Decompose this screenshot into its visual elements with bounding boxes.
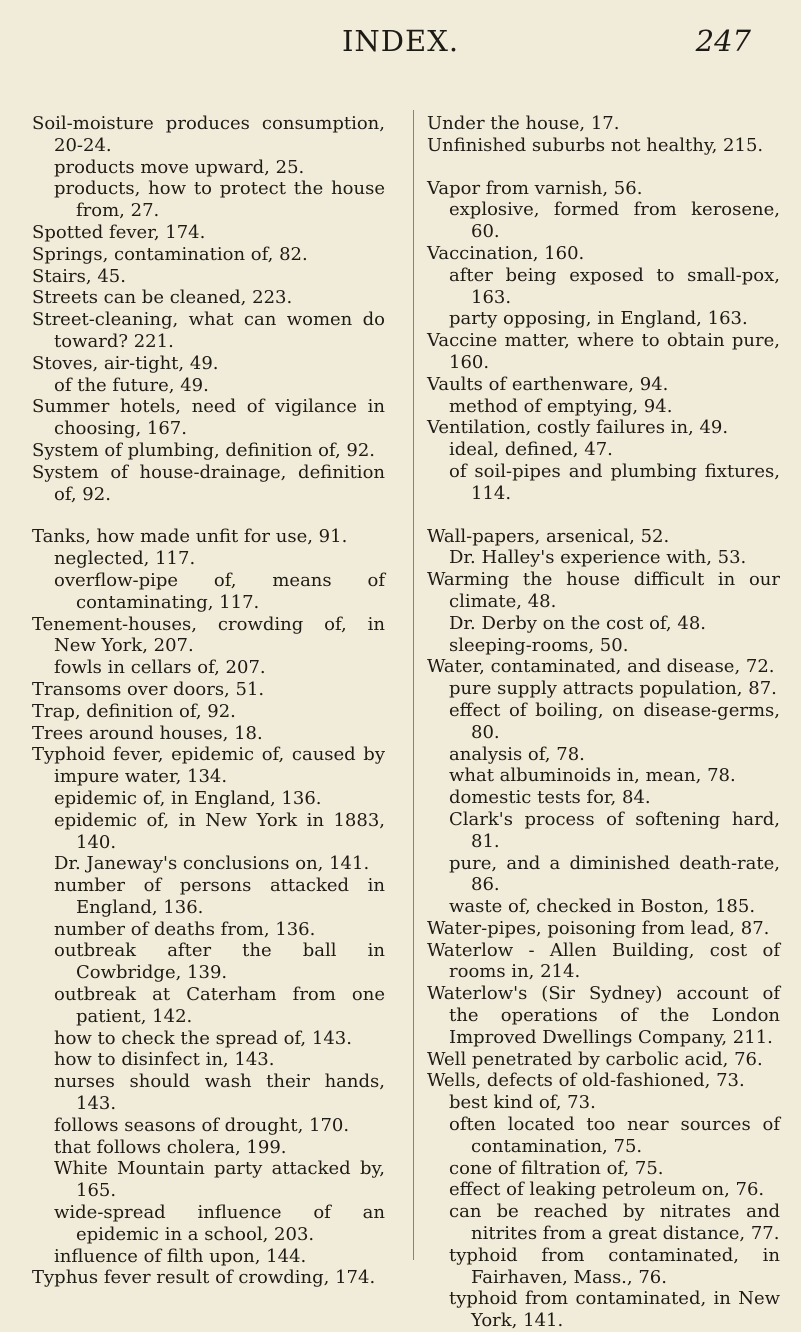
index-subentry: ideal, defined, 47. <box>449 439 613 461</box>
index-entry: Water, contaminated, and disease, 72. <box>427 656 775 678</box>
index-subentry: overflow-pipe of, means of contaminating, 117. <box>54 569 385 613</box>
index-subentry: pure supply attracts population, 87. <box>449 678 777 700</box>
index-subentry: waste of, checked in Boston, 185. <box>449 896 756 918</box>
index-entry: Water-pipes, poisoning from lead, 87. <box>427 917 770 939</box>
index-entry: Trees around houses, 18. <box>32 722 263 744</box>
index-subentry: cone of filtration of, 75. <box>449 1157 664 1179</box>
index-subentry: follows seasons of drought, 170. <box>54 1114 350 1136</box>
index-subentry: Clark's process of softening hard, 81. <box>449 808 780 852</box>
index-subentry: how to check the spread of, 143. <box>54 1027 352 1049</box>
index-entry: Streets can be cleaned, 223. <box>32 287 293 309</box>
index-subentry: nurses should wash their hands, 143. <box>54 1071 385 1115</box>
index-entry: Springs, contamination of, 82. <box>32 243 308 265</box>
index-subentry: Dr. Halley's experience with, 53. <box>449 547 747 569</box>
index-entry: Wells, defects of old-fashioned, 73. <box>427 1070 745 1092</box>
index-entry: Wall-papers, arsenical, 52. <box>427 525 670 547</box>
page-title: INDEX. <box>341 24 460 58</box>
index-entry: Stairs, 45. <box>32 265 126 287</box>
index-subentry: pure, and a diminished death-rate, 86. <box>449 852 780 896</box>
index-subentry: sleeping-rooms, 50. <box>449 634 629 656</box>
index-subentry: outbreak after the ball in Cowbridge, 139. <box>54 940 385 984</box>
index-subentry: can be reached by nitrates and nitrites from a great distance, 77. <box>449 1201 780 1245</box>
index-column-left <box>32 113 385 1289</box>
index-subentry: of soil-pipes and plumbing fixtures, 114. <box>449 460 780 504</box>
index-subentry: Dr. Derby on the cost of, 48. <box>449 612 706 634</box>
index-entry: Waterlow - Allen Building, cost of rooms in, 214. <box>427 939 780 983</box>
index-entry: Tenement-houses, crowding of, in New York, 207. <box>32 613 385 657</box>
index-subentry: best kind of, 73. <box>449 1092 596 1114</box>
index-entry: Well penetrated by carbolic acid, 76. <box>427 1048 763 1070</box>
index-entry: Under the house, 17. <box>427 113 620 134</box>
index-subentry: epidemic of, in New York in 1883, 140. <box>54 809 385 853</box>
index-entry: Ventilation, costly failures in, 49. <box>427 417 729 439</box>
index-subentry: products, how to protect the house from, 27. <box>54 178 385 222</box>
index-entry: Stoves, air-tight, 49. <box>32 352 219 374</box>
index-subentry: fowls in cellars of, 207. <box>54 657 266 679</box>
index-entry: Unfinished suburbs not healthy, 215. <box>427 134 764 156</box>
index-subentry: explosive, formed from kerosene, 60. <box>449 199 780 243</box>
index-subentry: White Mountain party attacked by, 165. <box>54 1158 385 1202</box>
index-entry: Trap, definition of, 92. <box>32 700 236 722</box>
index-entry: Soil-moisture produces consumption, 20-24. <box>32 113 385 156</box>
index-subentry: of the future, 49. <box>54 374 209 396</box>
page-number: 247 <box>695 24 751 58</box>
index-subentry: influence of filth upon, 144. <box>54 1245 307 1267</box>
index-entry: System of plumbing, definition of, 92. <box>32 439 376 461</box>
index-subentry: neglected, 117. <box>54 548 196 570</box>
index-entry: Waterlow's (Sir Sydney) account of the operations of the London Improved Dwellings Company, 211. <box>427 983 780 1048</box>
index-subentry: number of persons attacked in England, 136. <box>54 875 385 918</box>
index-subentry: analysis of, 78. <box>449 743 585 765</box>
index-subentry: typhoid from contaminated, in New York, 141. <box>449 1288 780 1332</box>
index-entry: Street-cleaning, what can women do toward? 221. <box>32 309 385 352</box>
index-subentry: Dr. Janeway's conclusions on, 141. <box>54 853 370 875</box>
index-subentry: wide-spread influence of an epidemic in a school, 203. <box>54 1202 385 1245</box>
index-subentry: method of emptying, 94. <box>449 395 673 417</box>
index-entry: Summer hotels, need of vigilance in choosing, 167. <box>32 396 385 440</box>
index-subentry: effect of leaking petroleum on, 76. <box>449 1179 765 1201</box>
index-subentry: typhoid from contaminated, in Fairhaven, Mass., 76. <box>449 1244 780 1288</box>
index-subentry: what albuminoids in, mean, 78. <box>449 765 736 787</box>
index-subentry: party opposing, in England, 163. <box>449 308 748 330</box>
index-subentry: how to disinfect in, 143. <box>54 1049 275 1071</box>
index-entry: Vaccination, 160. <box>427 242 585 264</box>
index-entry: Typhoid fever, epidemic of, caused by impure water, 134. <box>32 744 385 788</box>
index-entry: Vaccine matter, where to obtain pure, 160. <box>427 330 780 373</box>
index-entry: Warming the house difficult in our climate, 48. <box>427 569 780 612</box>
index-subentry: products move upward, 25. <box>54 156 305 178</box>
index-subentry: after being exposed to small-pox, 163. <box>449 264 780 308</box>
index-column-right <box>427 113 780 1332</box>
index-subentry: that follows cholera, 199. <box>54 1136 287 1158</box>
index-subentry: often located too near sources of contamination, 75. <box>449 1114 780 1157</box>
index-entry: System of house-drainage, definition of, 92. <box>32 461 385 505</box>
index-subentry: domestic tests for, 84. <box>449 787 651 809</box>
index-subentry: effect of boiling, on disease-germs, 80. <box>449 699 780 743</box>
page-header <box>0 24 801 64</box>
index-entry: Transoms over doors, 51. <box>32 678 265 700</box>
index-entry: Vapor from varnish, 56. <box>427 177 643 199</box>
index-entry: Vaults of earthenware, 94. <box>427 373 669 395</box>
index-entry: Spotted fever, 174. <box>32 221 206 243</box>
index-entry: Typhus fever result of crowding, 174. <box>32 1267 376 1289</box>
column-divider <box>413 110 414 1260</box>
index-subentry: epidemic of, in England, 136. <box>54 787 322 809</box>
index-subentry: outbreak at Caterham from one patient, 142. <box>54 984 385 1027</box>
index-subentry: number of deaths from, 136. <box>54 918 316 940</box>
index-entry: Tanks, how made unfit for use, 91. <box>32 526 348 548</box>
